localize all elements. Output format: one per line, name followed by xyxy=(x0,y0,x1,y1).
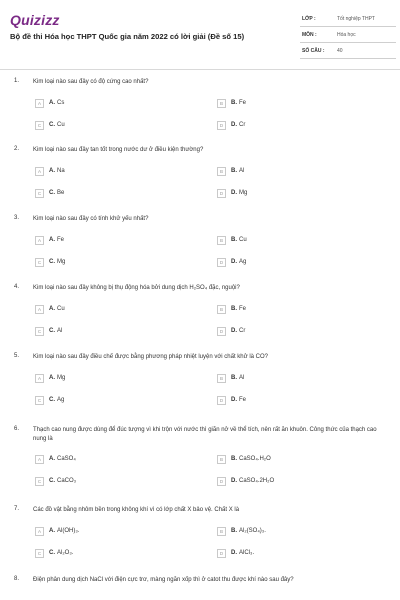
option-value: Al xyxy=(239,375,245,381)
option-label xyxy=(231,397,246,403)
question-number: 2. xyxy=(14,146,20,152)
worksheet-title: Bộ đề thi Hóa học THPT Quốc gia năm 2022 có lời giải (Đề số 15) xyxy=(10,32,245,41)
option-label xyxy=(231,528,266,534)
option-label xyxy=(231,328,245,334)
option-value: Al₂O₃. xyxy=(57,550,74,556)
option-letter: C. xyxy=(49,259,55,265)
option-checkbox[interactable]: B xyxy=(217,99,226,108)
option-letter: D. xyxy=(231,478,237,484)
option-checkbox[interactable]: D xyxy=(217,327,226,336)
option-letter: D. xyxy=(231,328,237,334)
question-text: Kim loại nào sau đây có tính khử yếu nhất? xyxy=(33,216,149,222)
option-letter: A. xyxy=(49,375,55,381)
question-number: 7. xyxy=(14,506,20,512)
option-letter: C. xyxy=(49,478,55,484)
meta-label: MÔN : xyxy=(302,32,317,38)
option-value: CaSO₄ xyxy=(57,456,76,462)
option-value: Cr xyxy=(239,122,246,128)
option-letter: C. xyxy=(49,190,55,196)
option-value: CaCO₃ xyxy=(57,478,77,484)
option-label xyxy=(231,456,271,462)
option-checkbox[interactable]: A xyxy=(35,236,44,245)
quizizz-logo: Quizizz xyxy=(10,12,60,28)
option-checkbox[interactable]: B xyxy=(217,167,226,176)
question-text: Điện phân dung dịch NaCl với điện cực trơ, màng ngăn xốp thì ở catot thu được khí nào sau đây? xyxy=(33,577,294,583)
option-checkbox[interactable]: D xyxy=(217,396,226,405)
option-value: Be xyxy=(57,190,65,196)
option-label xyxy=(49,328,62,334)
option-label xyxy=(231,259,246,265)
question-number: 3. xyxy=(14,215,20,221)
option-value: Cu xyxy=(239,237,247,243)
option-checkbox[interactable]: A xyxy=(35,527,44,536)
question-number: 4. xyxy=(14,284,20,290)
meta-label: LỚP : xyxy=(302,16,316,22)
option-checkbox[interactable]: A xyxy=(35,167,44,176)
option-value: Na xyxy=(57,168,65,174)
option-checkbox[interactable]: C xyxy=(35,396,44,405)
option-label xyxy=(231,100,246,106)
meta-label: SỐ CÂU : xyxy=(302,48,325,54)
option-letter: B. xyxy=(231,375,237,381)
option-letter: B. xyxy=(231,237,237,243)
question-number: 1. xyxy=(14,78,20,84)
option-checkbox[interactable]: C xyxy=(35,549,44,558)
option-checkbox[interactable]: B xyxy=(217,305,226,314)
option-label xyxy=(49,100,64,106)
question-number: 8. xyxy=(14,576,20,582)
option-letter: C. xyxy=(49,328,55,334)
meta-value: 40 xyxy=(337,48,343,54)
worksheet-header xyxy=(0,0,400,70)
option-letter: A. xyxy=(49,456,55,462)
question-text: Kim loại nào sau đây có độ cứng cao nhất? xyxy=(33,79,149,85)
option-label xyxy=(231,550,254,556)
option-checkbox[interactable]: B xyxy=(217,527,226,536)
option-letter: C. xyxy=(49,122,55,128)
option-checkbox[interactable]: A xyxy=(35,455,44,464)
option-checkbox[interactable]: B xyxy=(217,455,226,464)
question-text: Kim loại nào sau đây không bị thụ động hóa bởi dung dịch H₂SO₄ đặc, nguội? xyxy=(33,285,240,291)
option-letter: A. xyxy=(49,100,55,106)
option-checkbox[interactable]: D xyxy=(217,477,226,486)
option-checkbox[interactable]: B xyxy=(217,374,226,383)
option-checkbox[interactable]: C xyxy=(35,189,44,198)
option-label xyxy=(231,237,247,243)
option-value: Mg xyxy=(57,259,66,265)
option-letter: D. xyxy=(231,259,237,265)
option-letter: C. xyxy=(49,550,55,556)
meta-row-count xyxy=(300,44,396,59)
option-value: Ag xyxy=(57,397,65,403)
option-label xyxy=(49,237,64,243)
option-checkbox[interactable]: D xyxy=(217,121,226,130)
option-letter: B. xyxy=(231,456,237,462)
option-value: Al₂(SO₄)₃. xyxy=(239,528,266,534)
meta-row-subject xyxy=(300,28,396,43)
option-label xyxy=(231,122,245,128)
option-value: Ag xyxy=(239,259,247,265)
option-value: Mg xyxy=(239,190,248,196)
option-value: CaSO₄.2H₂O xyxy=(239,478,275,484)
option-value: CaSO₄.H₂O xyxy=(239,456,271,462)
question-number: 6. xyxy=(14,426,20,432)
option-label xyxy=(49,456,76,462)
question-text: Thạch cao nung được dùng để đúc tượng vì khi trộn với nước thì giãn nở về thể tích, nên rất ăn khuôn. Công thức của thạch cao nung là xyxy=(33,427,377,442)
option-label xyxy=(231,190,247,196)
option-value: AlCl₃. xyxy=(239,550,255,556)
option-letter: A. xyxy=(49,168,55,174)
option-label xyxy=(49,122,65,128)
option-value: Fe xyxy=(239,100,247,106)
option-value: Fe xyxy=(239,397,247,403)
option-label xyxy=(231,168,244,174)
option-letter: A. xyxy=(49,306,55,312)
option-value: Fe xyxy=(57,237,65,243)
option-letter: B. xyxy=(231,306,237,312)
option-checkbox[interactable]: A xyxy=(35,305,44,314)
option-value: Cu xyxy=(57,122,65,128)
option-label xyxy=(231,306,246,312)
option-value: Cu xyxy=(57,306,65,312)
option-checkbox[interactable]: C xyxy=(35,327,44,336)
meta-value: Hóa học xyxy=(337,32,356,38)
option-label xyxy=(49,306,65,312)
option-label xyxy=(49,168,65,174)
option-checkbox[interactable]: A xyxy=(35,99,44,108)
option-letter: A. xyxy=(49,237,55,243)
option-checkbox[interactable]: C xyxy=(35,121,44,130)
option-checkbox[interactable]: D xyxy=(217,258,226,267)
option-label xyxy=(49,528,79,534)
question-text: Kim loại nào sau đây tan tốt trong nước dư ở điều kiện thường? xyxy=(33,147,204,153)
option-label xyxy=(49,397,64,403)
meta-row-class xyxy=(300,12,396,27)
option-value: Al(OH)₃. xyxy=(57,528,80,534)
option-value: Al xyxy=(57,328,63,334)
option-value: Fe xyxy=(239,306,247,312)
option-value: Cr xyxy=(239,328,246,334)
worksheet-meta xyxy=(300,12,396,60)
option-checkbox[interactable]: A xyxy=(35,374,44,383)
option-letter: C. xyxy=(49,397,55,403)
question-number: 5. xyxy=(14,353,20,359)
option-letter: D. xyxy=(231,122,237,128)
question-text: Các đồ vật bằng nhôm bền trong không khí vì có lớp chất X bảo vệ. Chất X là xyxy=(33,507,240,513)
option-checkbox[interactable]: D xyxy=(217,189,226,198)
option-label xyxy=(231,375,244,381)
option-label xyxy=(49,190,64,196)
option-checkbox[interactable]: C xyxy=(35,258,44,267)
option-letter: D. xyxy=(231,190,237,196)
option-value: Al xyxy=(239,168,245,174)
option-label xyxy=(49,478,76,484)
question-text: Kim loại nào sau đây điều chế được bằng phương pháp nhiệt luyện với chất khử là CO? xyxy=(33,354,268,360)
meta-value: Tốt nghiệp THPT xyxy=(337,16,375,22)
option-label xyxy=(49,375,65,381)
option-checkbox[interactable]: B xyxy=(217,236,226,245)
option-value: Cs xyxy=(57,100,65,106)
option-label xyxy=(49,550,73,556)
option-letter: B. xyxy=(231,528,237,534)
option-label xyxy=(231,478,274,484)
option-letter: A. xyxy=(49,528,55,534)
option-letter: B. xyxy=(231,100,237,106)
option-value: Mg xyxy=(57,375,66,381)
option-letter: B. xyxy=(231,168,237,174)
option-checkbox[interactable]: D xyxy=(217,549,226,558)
option-checkbox[interactable]: C xyxy=(35,477,44,486)
option-letter: D. xyxy=(231,550,237,556)
option-label xyxy=(49,259,65,265)
option-letter: D. xyxy=(231,397,237,403)
